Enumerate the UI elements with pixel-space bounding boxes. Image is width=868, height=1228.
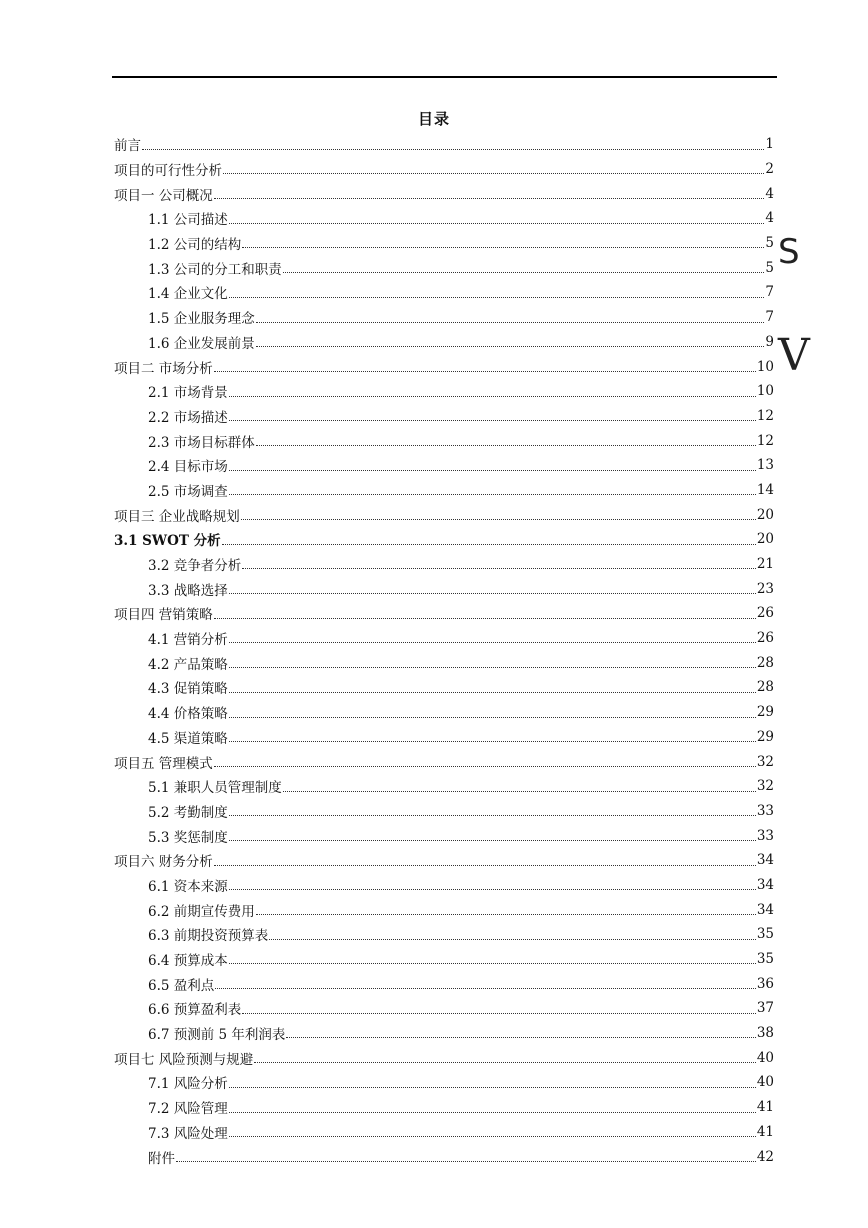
toc-entry-label: 2.3 市场目标群体 (148, 434, 255, 451)
toc-leader-dots (229, 223, 765, 224)
toc-entry-label: 6.1 资本来源 (148, 878, 228, 895)
toc-leader-dots (241, 519, 756, 520)
margin-mark-s: S (778, 232, 800, 272)
toc-entry-label: 项目的可行性分析 (114, 163, 222, 180)
toc-entry[interactable] (114, 971, 774, 996)
margin-mark-v: V (778, 330, 810, 381)
toc-entry-page: 20 (756, 531, 774, 548)
toc-entry-page: 4 (765, 210, 774, 227)
toc-leader-dots (222, 544, 756, 545)
toc-entry-label: 1.2 公司的结构 (148, 237, 242, 254)
toc-entry[interactable] (114, 181, 774, 206)
toc-title: 目录 (417, 110, 450, 128)
toc-entry-label: 6.5 盈利点 (148, 977, 215, 994)
toc-leader-dots (269, 939, 756, 940)
toc-entry-label: 6.2 前期宣传费用 (148, 903, 255, 920)
toc-leader-dots (256, 914, 756, 915)
toc-entry[interactable] (114, 996, 774, 1021)
toc-entry[interactable] (114, 576, 774, 601)
toc-leader-dots (214, 198, 765, 199)
toc-entry[interactable] (114, 774, 774, 799)
toc-entry-label: 4.5 渠道策略 (148, 730, 228, 747)
toc-entry[interactable] (114, 305, 774, 330)
toc-entry-page: 1 (765, 136, 774, 153)
toc-leader-dots (229, 297, 765, 298)
toc-leader-dots (214, 618, 756, 619)
toc-entry[interactable] (114, 725, 774, 750)
toc-entry-page: 26 (756, 630, 774, 647)
toc-entry-page: 29 (756, 728, 774, 745)
toc-entry[interactable] (114, 552, 774, 577)
toc-entry-page: 42 (756, 1148, 774, 1165)
toc-entry-label: 项目三 企业战略规划 (114, 508, 240, 525)
toc-entry-label: 1.4 企业文化 (148, 286, 228, 303)
toc-leader-dots (229, 815, 756, 816)
toc-entry-page: 34 (756, 852, 774, 869)
table-of-contents (114, 132, 774, 1169)
toc-leader-dots (215, 988, 756, 989)
toc-entry-label: 1.6 企业发展前景 (148, 335, 255, 352)
toc-entry-page: 10 (756, 358, 774, 375)
toc-entry-page: 33 (756, 827, 774, 844)
toc-entry-page: 41 (756, 1123, 774, 1140)
toc-entry[interactable] (114, 601, 774, 626)
toc-entry-label: 项目二 市场分析 (114, 360, 213, 377)
toc-entry-label: 7.3 风险处理 (148, 1125, 228, 1142)
toc-leader-dots (229, 692, 756, 693)
toc-entry[interactable] (114, 478, 774, 503)
toc-entry[interactable] (114, 1070, 774, 1095)
toc-entry-label: 6.4 预算成本 (148, 953, 228, 970)
toc-entry-page: 7 (765, 284, 774, 301)
toc-leader-dots (229, 889, 756, 890)
toc-entry-page: 41 (756, 1099, 774, 1116)
toc-leader-dots (214, 766, 756, 767)
toc-entry[interactable] (114, 428, 774, 453)
toc-entry[interactable] (114, 626, 774, 651)
toc-entry-label: 7.1 风险分析 (148, 1076, 228, 1093)
toc-entry[interactable] (114, 700, 774, 725)
toc-entry-label: 3.2 竞争者分析 (148, 558, 242, 575)
toc-entry[interactable] (114, 799, 774, 824)
toc-leader-dots (229, 667, 756, 668)
toc-leader-dots (254, 1062, 756, 1063)
toc-entry-label: 6.6 预算盈利表 (148, 1002, 242, 1019)
toc-leader-dots (286, 1037, 755, 1038)
toc-leader-dots (176, 1161, 756, 1162)
toc-entry-label: 项目五 管理模式 (114, 755, 213, 772)
toc-entry[interactable] (114, 675, 774, 700)
toc-entry-label: 4.1 营销分析 (148, 632, 228, 649)
toc-entry-label: 5.2 考勤制度 (148, 804, 228, 821)
toc-leader-dots (283, 272, 765, 273)
header-rule (112, 76, 777, 78)
toc-entry-page: 33 (756, 802, 774, 819)
toc-entry-label: 7.2 风险管理 (148, 1101, 228, 1118)
toc-entry-page: 32 (756, 778, 774, 795)
toc-entry-label: 6.3 前期投资预算表 (148, 928, 269, 945)
toc-entry-page: 34 (756, 876, 774, 893)
toc-entry-page: 4 (765, 185, 774, 202)
toc-entry-label: 5.1 兼职人员管理制度 (148, 780, 282, 797)
toc-leader-dots (242, 1013, 756, 1014)
toc-entry-label: 项目六 财务分析 (114, 854, 213, 871)
toc-entry-page: 26 (756, 605, 774, 622)
toc-entry[interactable] (114, 922, 774, 947)
toc-entry[interactable] (114, 650, 774, 675)
toc-leader-dots (229, 1136, 756, 1137)
toc-entry[interactable] (114, 1021, 774, 1046)
toc-leader-dots (256, 445, 756, 446)
toc-leader-dots (229, 741, 756, 742)
toc-entry[interactable] (114, 527, 774, 552)
toc-entry[interactable] (114, 1045, 774, 1070)
toc-entry-label: 2.4 目标市场 (148, 459, 228, 476)
toc-entry-page: 21 (756, 556, 774, 573)
toc-entry-label: 2.1 市场背景 (148, 385, 228, 402)
toc-entry-label: 附件 (148, 1150, 175, 1167)
toc-entry-label: 项目四 营销策略 (114, 607, 213, 624)
toc-entry[interactable] (114, 379, 774, 404)
toc-entry-page: 28 (756, 679, 774, 696)
toc-leader-dots (242, 247, 764, 248)
toc-entry-page: 28 (756, 654, 774, 671)
toc-entry-label: 1.1 公司描述 (148, 212, 228, 229)
toc-entry-page: 12 (756, 432, 774, 449)
toc-entry[interactable] (114, 330, 774, 355)
toc-leader-dots (229, 494, 756, 495)
toc-entry-page: 23 (756, 580, 774, 597)
toc-entry-page: 32 (756, 753, 774, 770)
toc-leader-dots (142, 149, 764, 150)
toc-entry[interactable] (114, 280, 774, 305)
toc-entry-page: 38 (756, 1025, 774, 1042)
toc-entry-page: 2 (765, 161, 774, 178)
toc-leader-dots (229, 1112, 756, 1113)
toc-entry-page: 5 (765, 259, 774, 276)
toc-entry-page: 14 (756, 481, 774, 498)
toc-leader-dots (229, 1087, 756, 1088)
toc-entry-page: 29 (756, 704, 774, 721)
toc-entry-label: 项目七 风险预测与规避 (114, 1051, 254, 1068)
toc-leader-dots (229, 963, 756, 964)
toc-leader-dots (229, 642, 756, 643)
toc-leader-dots (229, 470, 756, 471)
toc-entry[interactable] (114, 897, 774, 922)
toc-entry[interactable] (114, 502, 774, 527)
toc-entry-label: 3.3 战略选择 (148, 582, 228, 599)
toc-entry-label: 2.2 市场描述 (148, 409, 228, 426)
toc-entry[interactable] (114, 255, 774, 280)
toc-entry-page: 34 (756, 901, 774, 918)
toc-entry-page: 7 (765, 309, 774, 326)
toc-entry[interactable] (114, 1095, 774, 1120)
toc-leader-dots (214, 371, 756, 372)
toc-leader-dots (256, 322, 765, 323)
toc-entry-page: 35 (756, 951, 774, 968)
toc-entry[interactable] (114, 453, 774, 478)
toc-entry[interactable] (114, 354, 774, 379)
toc-leader-dots (223, 173, 764, 174)
toc-entry-label: 4.2 产品策略 (148, 656, 228, 673)
toc-entry-label: 4.3 促销策略 (148, 681, 228, 698)
toc-leader-dots (214, 865, 756, 866)
toc-entry-page: 36 (756, 975, 774, 992)
toc-entry-page: 35 (756, 926, 774, 943)
toc-leader-dots (256, 346, 765, 347)
toc-leader-dots (229, 396, 756, 397)
toc-entry-page: 40 (756, 1049, 774, 1066)
toc-leader-dots (283, 791, 756, 792)
toc-entry-label: 项目一 公司概况 (114, 187, 213, 204)
toc-entry-page: 5 (765, 235, 774, 252)
toc-entry-label: 1.3 公司的分工和职责 (148, 261, 282, 278)
toc-entry[interactable] (114, 132, 774, 157)
toc-entry-page: 9 (765, 333, 774, 350)
toc-leader-dots (242, 568, 756, 569)
toc-entry-label: 1.5 企业服务理念 (148, 311, 255, 328)
toc-entry-page: 13 (756, 457, 774, 474)
toc-entry-page: 10 (756, 383, 774, 400)
toc-leader-dots (229, 717, 756, 718)
toc-entry[interactable] (114, 873, 774, 898)
toc-entry-label: 前言 (114, 138, 141, 155)
toc-entry[interactable] (114, 947, 774, 972)
toc-entry-page: 37 (756, 1000, 774, 1017)
toc-entry[interactable] (114, 404, 774, 429)
toc-entry-label: 5.3 奖惩制度 (148, 829, 228, 846)
toc-entry-page: 20 (756, 506, 774, 523)
toc-entry[interactable] (114, 749, 774, 774)
toc-entry-label: 4.4 价格策略 (148, 706, 228, 723)
toc-entry-label: 3.1 SWOT 分析 (114, 533, 221, 550)
toc-entry-label: 2.5 市场调查 (148, 483, 228, 500)
toc-entry[interactable] (114, 157, 774, 182)
toc-entry[interactable] (114, 823, 774, 848)
toc-leader-dots (229, 420, 756, 421)
toc-entry-page: 12 (756, 407, 774, 424)
toc-entry[interactable] (114, 848, 774, 873)
toc-entry[interactable] (114, 1144, 774, 1169)
toc-entry[interactable] (114, 206, 774, 231)
toc-entry-label: 6.7 预测前 5 年利润表 (148, 1027, 286, 1044)
toc-entry-page: 40 (756, 1074, 774, 1091)
toc-leader-dots (229, 593, 756, 594)
toc-entry[interactable] (114, 231, 774, 256)
toc-leader-dots (229, 840, 756, 841)
toc-entry[interactable] (114, 1120, 774, 1145)
